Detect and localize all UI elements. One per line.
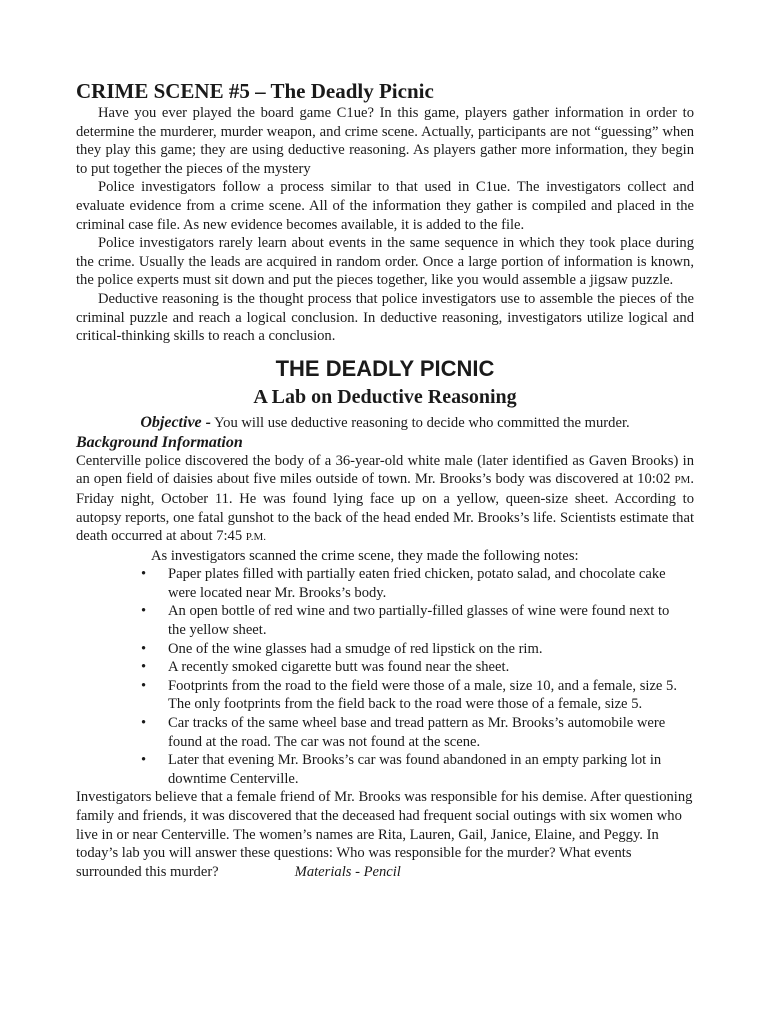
background-paragraph: [76, 452, 694, 547]
bullet: •: [141, 640, 147, 657]
bullet: •: [141, 603, 147, 620]
notes-list: [76, 565, 694, 788]
notes-intro: As investigators scanned the crime scene, they made the following notes:: [151, 547, 579, 564]
list-item: • An open bottle of red wine and two partially-filled glasses of wine were found next to the yellow sheet.: [141, 603, 670, 639]
background-text-2: . Friday night, October 11. He was found lying face up on a yellow, queen-size sheet. According to autopsy reports, one fatal gunshot to the back of the head ended Mr. Brooks’s life. Scientists estimate that death occurred at about 7:45: [76, 471, 694, 545]
list-item: • A recently smoked cigarette butt was found near the sheet.: [141, 659, 510, 676]
closing-paragraph: [76, 788, 694, 881]
bullet: •: [141, 659, 147, 676]
bullet: •: [141, 677, 147, 694]
bullet: •: [141, 715, 147, 732]
lab-subtitle: A Lab on Deductive Reasoning: [253, 385, 517, 408]
bullet: •: [141, 566, 147, 583]
background-text-1: Centerville police discovered the body of a 36-year-old white male (later identified as Gaven Brooks) in an open field of daisies about five miles outside of town. Mr. Brooks’s body was discovered at 10:02: [76, 452, 694, 488]
document-page: [76, 78, 694, 881]
objective: [76, 413, 694, 433]
objective-text: You will use deductive reasoning to decide who committed the murder.: [210, 414, 630, 431]
list-item: • One of the wine glasses had a smudge of red lipstick on the rim.: [141, 640, 543, 657]
time-suffix-2: P.M.: [245, 531, 266, 544]
lab-title: THE DEADLY PICNIC: [275, 355, 495, 381]
bullet: •: [141, 752, 147, 769]
list-item: • Footprints from the road to the field were those of a male, size 10, and a female, size 5. The only footprints from the field back to the road were those of a female, size 5.: [141, 677, 677, 713]
background-heading: Background Information: [76, 433, 243, 451]
list-item: • Car tracks of the same wheel base and tread pattern as Mr. Brooks’s automobile were found at the road. The car was not found at the scene.: [141, 715, 666, 750]
time-suffix-1: PM: [674, 474, 691, 487]
objective-label: Objective -: [140, 413, 211, 431]
list-item: • Later that evening Mr. Brooks’s car was found abandoned in an empty parking lot in downtime Centerville.: [141, 752, 662, 787]
intro-paragraph-1: Have you ever played the board game C1ue? In this game, players gather information in order to determine the murderer, murder weapon, and crime scene. Actually, participants are not “guessing” when they play this game; they are using deductive reasoning. As players gather more information, they begin to put together the pieces of the mystery: [76, 105, 694, 177]
materials-label: Materials - Pencil: [294, 863, 401, 880]
intro-paragraph-2: Police investigators follow a process similar to that used in C1ue. The investigators collect and evaluate evidence from a crime scene. All of the information they gather is compiled and placed in the criminal case file. As new evidence becomes available, it is added to the file.: [76, 179, 694, 233]
list-item: • Paper plates filled with partially eaten fried chicken, potato salad, and chocolate cake were located near Mr. Brooks’s body.: [141, 566, 666, 601]
intro-paragraph-4: Deductive reasoning is the thought process that police investigators use to assemble the pieces of the criminal puzzle and reach a logical conclusion. In deductive reasoning, investigators utilize logical and critical-thinking skills to reach a conclusion.: [76, 290, 694, 345]
section-title: CRIME SCENE #5 – The Deadly Picnic: [76, 79, 434, 103]
intro-paragraph-3: Police investigators rarely learn about events in the same sequence in which they took place during the crime. Usually the leads are acquired in random order. Once a large portion of information is known, the police experts must sit down and put the pieces together, like you would assemble a jigsaw puzzle.: [76, 235, 694, 289]
closing-text: Investigators believe that a female friend of Mr. Brooks was responsible for his demise. After questioning family and friends, it was discovered that the deceased had frequent social outings with six women who live in or near Centerville. The women’s names are Rita, Lauren, Gail, Janice, Elaine, and Peggy. In today’s lab you will answer these questions: Who was responsible for the murder? What events surrounded this murder?: [76, 789, 693, 880]
